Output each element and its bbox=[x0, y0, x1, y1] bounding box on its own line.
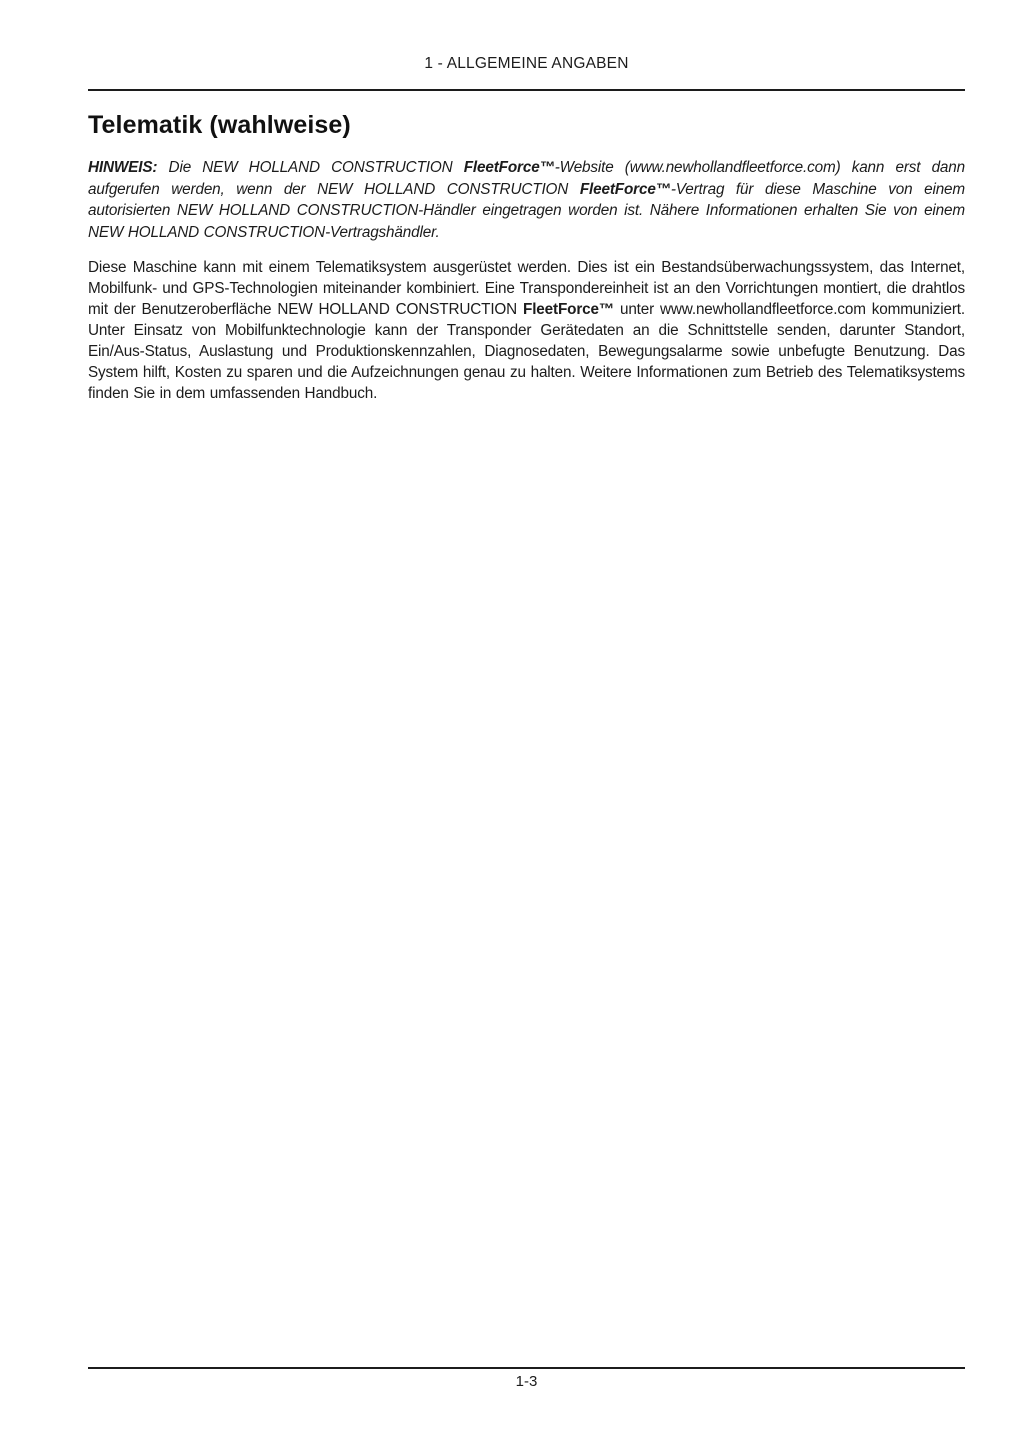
body-paragraph bbox=[88, 257, 965, 404]
text-segment: Diese Maschine kann mit einem Telematiksystem ausgerüstet werden. Dies ist ein Bestandsüberwachungssystem, das Internet, Mobilfunk- und GPS-Technologien miteinander kombiniert. Eine Transpondereinheit ist an den Vorrichtungen montiert, die drahtlos mit der Benutzeroberfläche NEW HOLLAND CONSTRUCTION bbox=[88, 259, 965, 318]
text-segment: -Vertrag für diese Maschine von einem autorisierten NEW HOLLAND CONSTRUCTION-Händler eingetragen worden ist. Nähere Informationen erhalten Sie von einem NEW HOLLAND CONSTRUCTION-Vertragshändler. bbox=[88, 180, 965, 241]
running-header: 1 - ALLGEMEINE ANGABEN bbox=[424, 55, 629, 72]
page-footer bbox=[88, 1367, 965, 1390]
page-number: 1-3 bbox=[515, 1373, 538, 1390]
text-segment: FleetForce™ bbox=[463, 159, 555, 176]
note-paragraph bbox=[88, 157, 965, 243]
text-segment: HINWEIS: bbox=[88, 159, 158, 176]
text-segment: FleetForce™ bbox=[523, 301, 615, 318]
text-segment: FleetForce™ bbox=[579, 180, 671, 198]
text-segment: unter www.newhollandfleetforce.com kommuniziert. Unter Einsatz von Mobilfunktechnologie kann der Transponder Gerätedaten an die Schnittstelle senden, darunter Standort, Ein/Aus-Status, Auslastung und Produktionskennzahlen, Diagnosedaten, Bewegungsalarme sowie unbefugte Benutzung. Das System hilft, Kosten zu sparen und die Aufzeichnungen genau zu halten. Weitere Informationen zum Betrieb des Telematiksystems finden Sie in dem umfassenden Handbuch. bbox=[88, 301, 966, 402]
text-segment: -Website (www.newhollandfleetforce.com) kann erst dann aufgerufen werden, wenn der NEW HOLLAND CONSTRUCTION bbox=[88, 159, 966, 198]
page-content bbox=[88, 111, 965, 418]
header-rule bbox=[88, 89, 965, 91]
page-title: Telematik (wahlweise) bbox=[88, 111, 351, 139]
text-segment: Die NEW HOLLAND CONSTRUCTION bbox=[157, 159, 464, 176]
